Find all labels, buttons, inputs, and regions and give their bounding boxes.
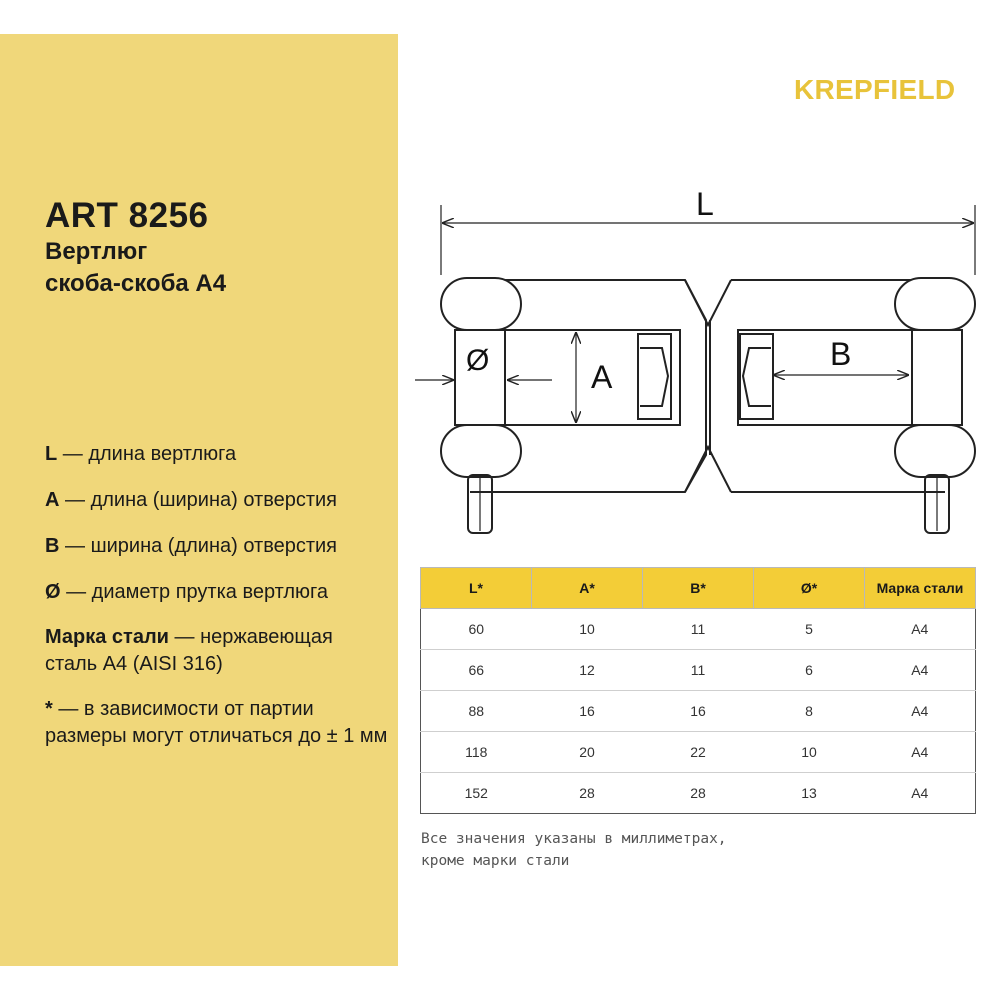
- right-bar: [912, 330, 962, 425]
- table-row: 60 10 11 5 А4: [421, 609, 976, 650]
- header-A: A*: [532, 568, 643, 609]
- swivel-technical-drawing: [400, 170, 990, 555]
- units-note-line2: кроме марки стали: [421, 853, 570, 869]
- table-row: 66 12 11 6 А4: [421, 650, 976, 691]
- units-note: [421, 828, 727, 872]
- legend-tolerance: * — в зависимости от партии размеры могут отличаться до ± 1 мм: [45, 698, 388, 747]
- label-B: B: [830, 336, 852, 372]
- left-nut-face: [640, 348, 668, 406]
- label-diameter: Ø: [466, 344, 490, 377]
- header-B: B*: [643, 568, 754, 609]
- right-opening: [738, 330, 912, 425]
- left-bottom-pin: [441, 425, 521, 477]
- legend-diameter: Ø — диаметр прутка вертлюга: [45, 581, 329, 603]
- right-top-pin: [895, 278, 975, 330]
- units-note-line1: Все значения указаны в миллиметрах,: [421, 831, 727, 847]
- header-diameter: Ø*: [754, 568, 865, 609]
- right-bottom-pin: [895, 425, 975, 477]
- table-header-row: [421, 568, 976, 609]
- right-nut-face: [743, 348, 771, 406]
- article-number: ART 8256: [45, 196, 209, 235]
- table-row: 88 16 16 8 А4: [421, 691, 976, 732]
- label-L: L: [696, 186, 714, 222]
- legend-A: A — длина (ширина) отверстия: [45, 489, 338, 511]
- dimensions-table: [420, 567, 976, 814]
- product-name-line2: скоба-скоба А4: [45, 270, 227, 297]
- product-name-line1: Вертлюг: [45, 238, 148, 265]
- label-A: A: [591, 359, 613, 395]
- legend-L: L — длина вертлюга: [45, 443, 237, 465]
- header-steel-grade: Марка стали: [865, 568, 976, 609]
- table-row: 152 28 28 13 А4: [421, 773, 976, 814]
- brand-logo: KREPFIELD: [794, 74, 956, 105]
- header-L: L*: [421, 568, 532, 609]
- legend-B: B — ширина (длина) отверстия: [45, 535, 338, 557]
- left-top-pin: [441, 278, 521, 330]
- table-row: 118 20 22 10 А4: [421, 732, 976, 773]
- legend-steel-grade: Марка стали — нержавеющая сталь А4 (AISI 316): [45, 626, 333, 675]
